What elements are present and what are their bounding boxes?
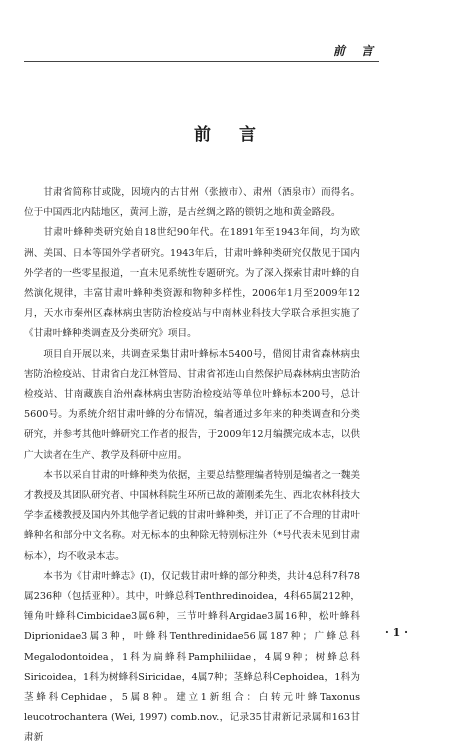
paragraph: 甘肃省简称甘或陇，因境内的古甘州（张掖市）、肃州（酒泉市）而得名。位于中国西北内陆地区，黄河上游，是古丝绸之路的锁钥之地和黄金路段。: [24, 187, 360, 219]
header-rule: [24, 61, 379, 62]
body-text: [24, 183, 360, 749]
paragraph: 本书以采自甘肃的叶蜂种类为依据，主要总结整理编者特别是编者之一魏美才教授及其团队研究者、中国林科院生环所已故的萧刚柔先生、西北农林科技大学李孟楼教授及国内外其他学者记载的甘肃叶蜂种类，并订正了不合理的甘肃叶蜂种名和部分中文名称。对无标本的虫种除无特别标注外（*号代表未见到甘肃标本），均不收录本志。: [24, 469, 360, 562]
page-title: 前言: [194, 125, 284, 145]
paragraph: 项目自开展以来，共调查采集甘肃叶蜂标本5400号，借阅甘肃省森林病虫害防治检疫站、甘肃省白龙江林管局、甘肃省祁连山自然保护局森林病虫害防治检疫站、甘南藏族自治州森林病虫害防治检疫站等单位叶蜂标本200号，总计5600号。为系统介绍甘肃叶蜂的分布情况，编者通过多年来的种类调查和分类研究，并参考其他叶蜂研究工作者的报告，于2009年12月编撰完成本志，以供广大读者在生产、教学及科研中应用。: [24, 348, 360, 461]
page-number: · 1 ·: [385, 626, 408, 639]
running-head: 前 言: [332, 44, 379, 58]
paragraph: 甘肃叶蜂种类研究始自18世纪90年代。在1891年至1943年间，均为欧洲、美国、日本等国外学者研究。1943年后，甘肃叶蜂种类研究仅散见于国内外学者的一些零星报道，一直未见系统性专题研究。为了深入探索甘肃叶蜂的自然演化规律，丰富甘肃叶蜂种类资源和物种多样性，2006年1月至2009年12月，天水市秦州区森林病虫害防治检疫站与中南林业科技大学联合承担实施了《甘肃叶蜂种类调查及分类研究》项目。: [24, 227, 360, 340]
paragraph: 本书为《甘肃叶蜂志》(Ⅰ)，仅记载甘肃叶蜂的部分种类，共计4总科7科78属236种（包括亚种）。其中，叶蜂总科Tenthredinoidea，4科65属212种，锤角叶蜂科Cimbicidae3属6种，三节叶蜂科Argidae3属16种，松叶蜂科Diprionidae3属3种，叶蜂科Tenthredinidae56属187种；广蜂总科Megalodontoidea，1科为扁蜂科Pamphiliidae，4属9种；树蜂总科Siricoidea，1科为树蜂科Siricidae，4属7种；茎蜂总科Cephoidea，1科为茎蜂科Cephidae，5属8种。建立1新组合：白转元叶蜂Taxonus leucotrochantera (Wei, 1997) comb.nov.，记录35甘肃新记录属和163甘肃新: [24, 570, 360, 744]
